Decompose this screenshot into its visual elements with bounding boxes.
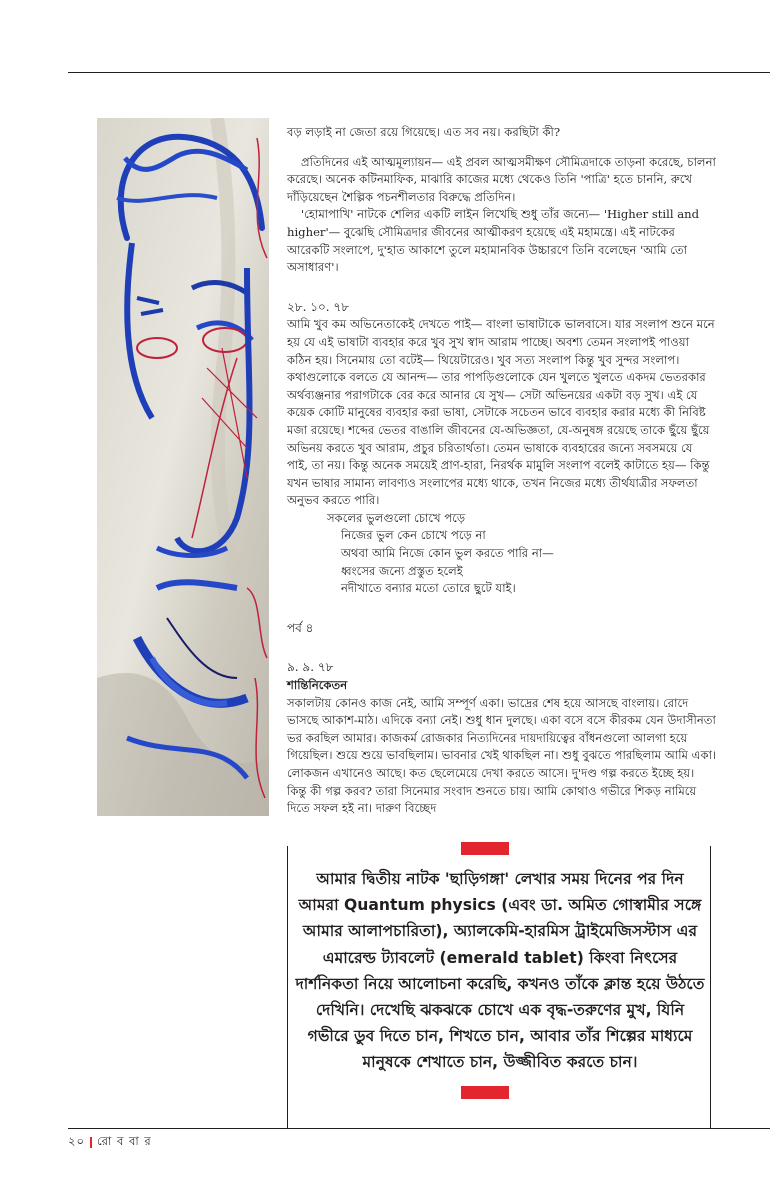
portrait-sketch-image [97,118,269,816]
poem-line: অথবা আমি নিজে কোন ভুল করতে পারি না— [341,546,554,561]
poem-block [287,510,717,598]
intro-paragraph: প্রতিদিনের এই আত্মমূল্যায়ন— এই প্রবল আত্মসমীক্ষণ সৌমিত্রদাকে তাড়না করেছে, চালনা করেছে। অনেক কটিনমাফিক, মাঝারি কাজের মধ্যে থেকেও তিনি 'পাত্রি' হতে চাননি, রুখে দাঁড়িয়েছেন শৈল্পিক পচনশীলতার বিরুদ্ধে প্রতিদিন। [287,154,716,204]
poem-line: ধ্বংসের জন্যে প্রস্তুত হলেই [341,563,463,578]
page-footer [68,1133,152,1152]
pull-quote-bar-bottom [461,1086,509,1099]
footer-separator [90,1137,92,1148]
diary-date: ২৮. ১০. ৭৮ [287,299,350,314]
poem-line: নিজের ভুল কেন চোখে পড়ে না [341,528,486,543]
poem-line: সকলের ভুলগুলো চোখে পড়ে [327,510,466,525]
magazine-name: রো ব বা র [96,1134,152,1148]
pull-quote-bar-top [461,842,509,855]
diary-place: শান্তিনিকেতন [287,678,348,693]
part-heading: পর্ব ৪ [287,620,314,635]
diary-paragraph: আমি খুব কম অভিনেতাকেই দেখতে পাই— বাংলা ভাষাটাকে ভালবাসে। যার সংলাপ শুনে মনে হয় যে এই ভাষাটা ব্যবহার করে খুব সুখ স্বাদ আরাম পাচ্ছে। অবশ্য তেমন সংলাপই পাওয়া কঠিন হয়। সিনেমায় তো বটেই— থিয়েটারেও। খুব সত্য সংলাপ কিন্তু খুব সুন্দর সংলাপ। কথাগুলোকে বলতে যে আনন্দ— তার পাপড়িগুলোকে যেন খুলতে খুলতে একদম ভেতরকার অর্থব্যঞ্জনার পরাগটাকে বের করে আনার যে সুখ— সেটা অভিনয়ের একটা বড় সুখ। এই যে কয়েক কোটি মানুষের ব্যবহার করা ভাষা, সেটাকে সচেতন ভাবে ব্যবহার করার মধ্যে কী নিবিষ্ট মজা রয়েছে। শব্দের ভেতর বাঙালি জীবনের যে-অভিজ্ঞতা, যে-অনুষঙ্গ রয়েছে তাকে ছুঁয়ে ছুঁয়ে অভিনয় করতে খুব আরাম, প্রচুর চরিতার্থতা। তেমন ভাষাকে ব্যবহারের জন্যে সবসময়ে যে পাই, তা নয়। কিন্তু অনেক সময়েই প্রাণ-হারা, নিরর্থক মামুলি সংলাপ বলেই কাটাতে হয়— কিন্তু যখন ভাষার সামান্য লাবণ্যও সংলাপের মধ্যে থাকে, তখন নিজের মধ্যে তীর্থযাত্রীর সফলতা অনুভব করতে পারি। [287,317,715,508]
pull-quote-text: আমার দ্বিতীয় নাটক 'ছাড়িগঙ্গা' লেখার সময় দিনের পর দিন আমরা Quantum physics (এবং ডা. অমিত গোস্বামীর সঙ্গে আমার আলাপচারিতা), অ্যালকেমি-হারমিস ট্রাইমেজিসস্টাস এর এমারেল্ড ট্যাবলেট (emerald tablet) কিংবা নিৎসের দার্শনিকতা নিয়ে আলোচনা করেছি, কখনও তাঁকে ক্লান্ত হয়ে উঠতে দেখিনি। দেখেছি ঝকঝকে চোখে এক বৃদ্ধ-তরুণের মুখ, যিনি গভীরে ডুব দিতে চান, শিখতে চান, আবার তাঁর শিল্পের মাধ্যমে মানুষকে শেখাতে চান, উজ্জীবিত করতে চান। [295,870,705,1072]
intro-paragraph: 'হোমাপাখি' নাটকে শেলির একটি লাইন লিখেছি শুধু তাঁর জন্যে— 'Higher still and higher'— বুঝেছি সৌমিত্রদার জীবনের আত্মীকরণ হয়েছে এই মহামন্ত্রে। এই নাটকের আরেকটি সংলাপে, দু'হাত আকাশে তুলে মহামানবিক উচ্চারণে তিনি বলেছেন 'আমি তো অসাধারণ'। [287,207,700,275]
page-number: ২০ [68,1134,85,1148]
diary-paragraph: সকালটায় কোনও কাজ নেই, আমি সম্পূর্ণ একা। ভাদ্রের শেষ হয়ে আসছে বাংলায়। রোদে ভাসছে আকাশ-মাঠ। এদিকে বন্যা নেই। শুধু ধান দুলছে। একা বসে বসে কীরকম যেন উদাসীনতা ভর করছিল আমার। কাজকর্ম রোজকার নিত্যদিনের দায়দায়িত্বের বাঁধনগুলো আলগা হয়ে গিয়েছিল। শুয়ে শুয়ে ভাবছিলাম। ভাবনার খেই থাকছিল না। শুধু বুঝতে পারছিলাম আমি একা। লোকজন এখানেও আছে। কত ছেলেমেয়ে দেখা করতে আসে। দু'দণ্ড গল্প করতে ইচ্ছে হয়। কিন্তু কী গল্প করব? তারা সিনেমার সংবাদ শুনতে চায়। আমি কোথাও গভীরে শিকড় নামিয়ে দিতে সফল হই না। দারুণ বিচ্ছেদ [287,695,717,816]
diary-date: ৯. ৯. ৭৮ [287,660,334,675]
top-rule [68,72,770,73]
article-body [287,124,717,818]
intro-paragraph: বড় লড়াই না জেতা রয়ে গিয়েছে। এত সব নয়। করছিটা কী? [287,125,561,139]
poem-line: নদীখাতে বন্যার মতো তোরে ছুটে যাই। [341,581,516,596]
footer-rule [68,1128,770,1129]
